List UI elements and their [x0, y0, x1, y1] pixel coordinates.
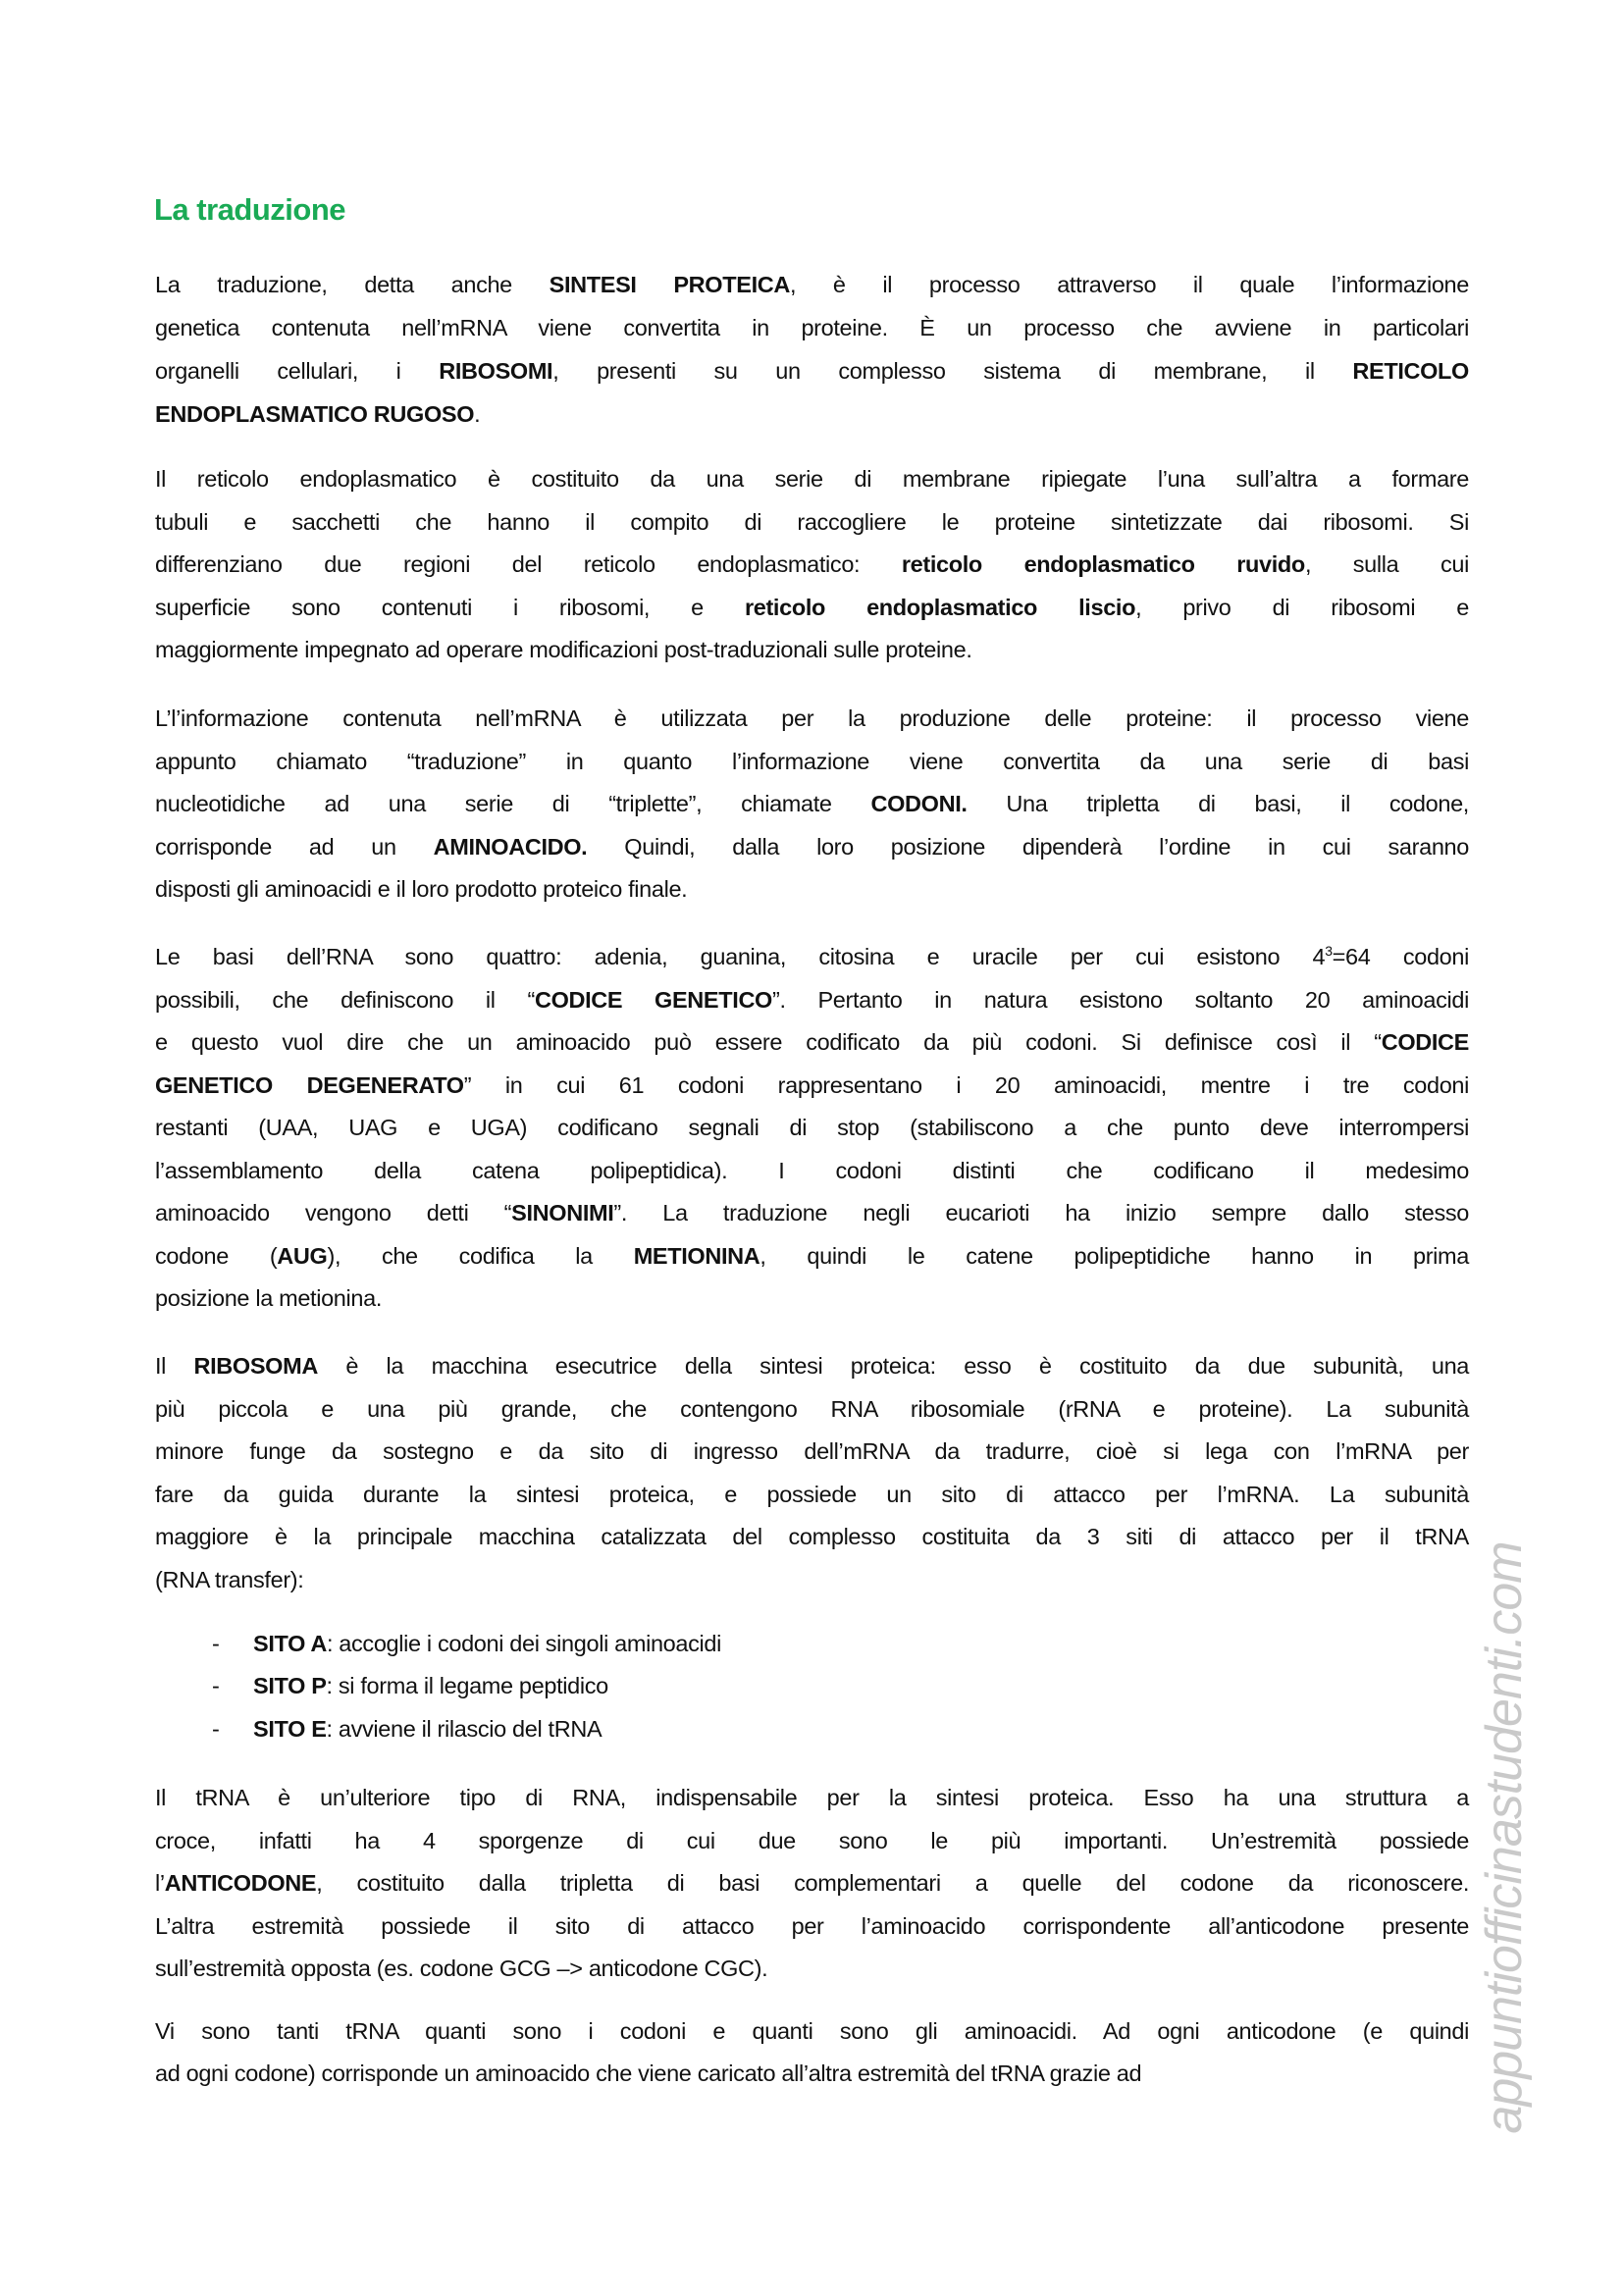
text-run: codone (	[155, 1243, 278, 1269]
text-run: genetica contenuta nell’mRNA viene convertita in proteine. È un processo che avviene in particolari	[155, 315, 1469, 340]
paragraph-line	[155, 978, 1469, 1021]
text-run: Le basi dell’RNA sono quattro: adenia, guanina, citosina e uracile per cui esistono 4	[155, 944, 1326, 969]
bold-term: reticolo endoplasmatico ruvido	[901, 551, 1305, 577]
bold-term: RETICOLO	[1352, 358, 1469, 384]
paragraph-line	[155, 392, 1469, 436]
text-run: , è il processo attraverso il quale l’informazione	[790, 272, 1470, 297]
bold-term: SINONIMI	[511, 1200, 614, 1226]
paragraph-line	[155, 1020, 1469, 1064]
text-run: maggiore è la principale macchina catalizzata del complesso costituita da 3 siti di attacco per il tRNA	[155, 1524, 1469, 1549]
paragraph-line	[155, 306, 1469, 349]
text-run: , costituito dalla tripletta di basi complementari a quelle del codone da riconoscere.	[316, 1870, 1469, 1896]
paragraph-line	[155, 935, 1469, 978]
list-item-text: : si forma il legame peptidico	[326, 1673, 608, 1698]
paragraph-line	[155, 1947, 1469, 1990]
paragraph-line	[155, 1819, 1469, 1862]
paragraph-line	[155, 1515, 1469, 1558]
bold-term: METIONINA	[633, 1243, 760, 1269]
section-heading: La traduzione	[154, 192, 346, 227]
text-run: Una tripletta di basi, il codone,	[967, 791, 1469, 816]
paragraph-line	[155, 500, 1469, 544]
text-run: maggiormente impegnato ad operare modificazioni post-traduzionali sulle proteine.	[155, 637, 972, 662]
paragraph-line	[155, 457, 1469, 500]
text-run: Il reticolo endoplasmatico è costituito da una serie di membrane ripiegate l’una sull’altra a formare	[155, 466, 1469, 492]
text-run: La traduzione, detta anche	[155, 272, 550, 297]
list-item-text: : avviene il rilascio del tRNA	[326, 1716, 602, 1742]
paragraph-line	[155, 2009, 1469, 2053]
text-run: , sulla cui	[1304, 551, 1469, 577]
text-run: è la macchina esecutrice della sintesi proteica: esso è costituito da due subunità, una	[317, 1353, 1470, 1379]
text-run: superficie sono contenuti i ribosomi, e	[155, 595, 745, 620]
bold-term: RIBOSOMI	[439, 358, 553, 384]
list-item-label: SITO P	[253, 1673, 327, 1698]
text-run: Quindi, dalla loro posizione dipenderà l’ordine in cui saranno	[587, 834, 1469, 860]
paragraph-line	[155, 1064, 1469, 1107]
paragraph-line	[155, 1387, 1469, 1431]
list-bullet: -	[212, 1631, 220, 1656]
text-run: corrisponde ad un	[155, 834, 434, 860]
text-run: , quindi le catene polipeptidiche hanno in prima	[760, 1243, 1469, 1269]
text-run: Il tRNA è un’ulteriore tipo di RNA, indispensabile per la sintesi proteica. Esso ha una struttura a	[155, 1785, 1469, 1810]
paragraph-line	[155, 1430, 1469, 1473]
paragraph-line	[155, 740, 1469, 783]
bold-term: ENDOPLASMATICO RUGOSO	[155, 401, 475, 427]
text-run: .	[474, 401, 481, 427]
text-run: tubuli e sacchetti che hanno il compito di raccogliere le proteine sintetizzate dai ribosomi. Si	[155, 509, 1469, 535]
bold-term: reticolo endoplasmatico liscio	[744, 595, 1136, 620]
text-run: croce, infatti ha 4 sporgenze di cui due sono le più importanti. Un’estremità possiede	[155, 1828, 1469, 1853]
paragraph-line	[155, 825, 1469, 868]
bold-term: ANTICODONE	[164, 1870, 317, 1896]
text-run: e questo vuol dire che un aminoacido può essere codificato da più codoni. Si definisce così il “	[155, 1029, 1382, 1055]
bold-term: GENETICO DEGENERATO	[155, 1072, 464, 1098]
text-run: , presenti su un complesso sistema di membrane, il	[552, 358, 1353, 384]
paragraph-line	[155, 586, 1469, 629]
list-item-label: SITO E	[253, 1716, 327, 1742]
text-run: l’	[155, 1870, 165, 1896]
paragraph-line	[155, 782, 1469, 825]
paragraph-line	[155, 1473, 1469, 1516]
bold-term: CODICE	[1381, 1029, 1469, 1055]
text-run: ”. Pertanto in natura esistono soltanto 20 aminoacidi	[772, 987, 1469, 1013]
paragraph-line	[155, 2052, 1469, 2095]
bold-term: SINTESI PROTEICA	[549, 272, 790, 297]
text-run: appunto chiamato “traduzione” in quanto l’informazione viene convertita da una serie di basi	[155, 749, 1469, 774]
bold-term: RIBOSOMA	[193, 1353, 318, 1379]
text-run: sull’estremità opposta (es. codone GCG –> anticodone CGC).	[155, 1956, 768, 1981]
list-item	[253, 1707, 602, 1750]
paragraph-line	[155, 1191, 1469, 1234]
bold-term: AUG	[277, 1243, 328, 1269]
text-run: possibili, che definiscono il “	[155, 987, 535, 1013]
text-run: ” in cui 61 codoni rappresentano i 20 aminoacidi, mentre i tre codoni	[463, 1072, 1470, 1098]
text-run: L’l’informazione contenuta nell’mRNA è utilizzata per la produzione delle proteine: il processo viene	[155, 705, 1469, 731]
bold-term: CODICE GENETICO	[534, 987, 772, 1013]
text-run: differenziano due regioni del reticolo endoplasmatico:	[155, 551, 902, 577]
paragraph-line	[155, 628, 1469, 671]
paragraph-line	[155, 1861, 1469, 1904]
text-run: più piccola e una più grande, che contengono RNA ribosomiale (rRNA e proteine). La subunità	[155, 1396, 1469, 1422]
text-run: nucleotidiche ad una serie di “triplette”, chiamate	[155, 791, 871, 816]
list-bullet: -	[212, 1673, 220, 1698]
text-run: , privo di ribosomi e	[1135, 595, 1469, 620]
text-run: minore funge da sostegno e da sito di ingresso dell’mRNA da tradurre, cioè si lega con l’mRNA per	[155, 1438, 1469, 1464]
paragraph-line	[155, 1776, 1469, 1819]
list-item	[253, 1622, 721, 1665]
watermark: appuntiofficinastudenti.com	[1476, 1541, 1533, 2134]
paragraph-line	[155, 697, 1469, 740]
text-run: (RNA transfer):	[155, 1567, 304, 1592]
list-item-label: SITO A	[253, 1631, 327, 1656]
text-run: =64 codoni	[1332, 944, 1469, 969]
text-run: Vi sono tanti tRNA quanti sono i codoni e quanti sono gli aminoacidi. Ad ogni anticodone (e quindi	[155, 2018, 1469, 2044]
text-run: l’assemblamento della catena polipeptidica). I codoni distinti che codificano il medesimo	[155, 1158, 1469, 1183]
paragraph-line	[155, 867, 1469, 911]
list-item-text: : accoglie i codoni dei singoli aminoacidi	[326, 1631, 721, 1656]
superscript: 3	[1325, 943, 1333, 960]
paragraph-line	[155, 1106, 1469, 1149]
bold-term: CODONI.	[870, 791, 968, 816]
list-item	[253, 1664, 608, 1707]
paragraph-line	[155, 1234, 1469, 1278]
paragraph-line	[155, 1344, 1469, 1387]
text-run: restanti (UAA, UAG e UGA) codificano segnali di stop (stabiliscono a che punto deve interrompersi	[155, 1115, 1469, 1140]
text-run: organelli cellulari, i	[155, 358, 440, 384]
paragraph-line	[155, 543, 1469, 586]
bold-term: AMINOACIDO.	[433, 834, 588, 860]
text-run: aminoacido vengono detti “	[155, 1200, 512, 1226]
paragraph-line	[155, 1558, 1469, 1601]
text-run: disposti gli aminoacidi e il loro prodotto proteico finale.	[155, 876, 688, 902]
text-run: ), che codifica la	[327, 1243, 634, 1269]
text-run: ”. La traduzione negli eucarioti ha inizio sempre dallo stesso	[613, 1200, 1469, 1226]
paragraph-line	[155, 349, 1469, 392]
text-run: ad ogni codone) corrisponde un aminoacido che viene caricato all’altra estremità del tRNA grazie ad	[155, 2060, 1142, 2086]
paragraph-line	[155, 1149, 1469, 1192]
text-run: posizione la metionina.	[155, 1285, 383, 1311]
list-bullet: -	[212, 1716, 220, 1742]
paragraph-line	[155, 1904, 1469, 1948]
paragraph-line	[155, 1277, 1469, 1320]
text-run: L’altra estremità possiede il sito di attacco per l’aminoacido corrispondente all’anticodone presente	[155, 1913, 1469, 1939]
text-run: fare da guida durante la sintesi proteica, e possiede un sito di attacco per l’mRNA. La subunità	[155, 1482, 1469, 1507]
text-run: Il	[155, 1353, 194, 1379]
paragraph-line	[155, 263, 1469, 306]
